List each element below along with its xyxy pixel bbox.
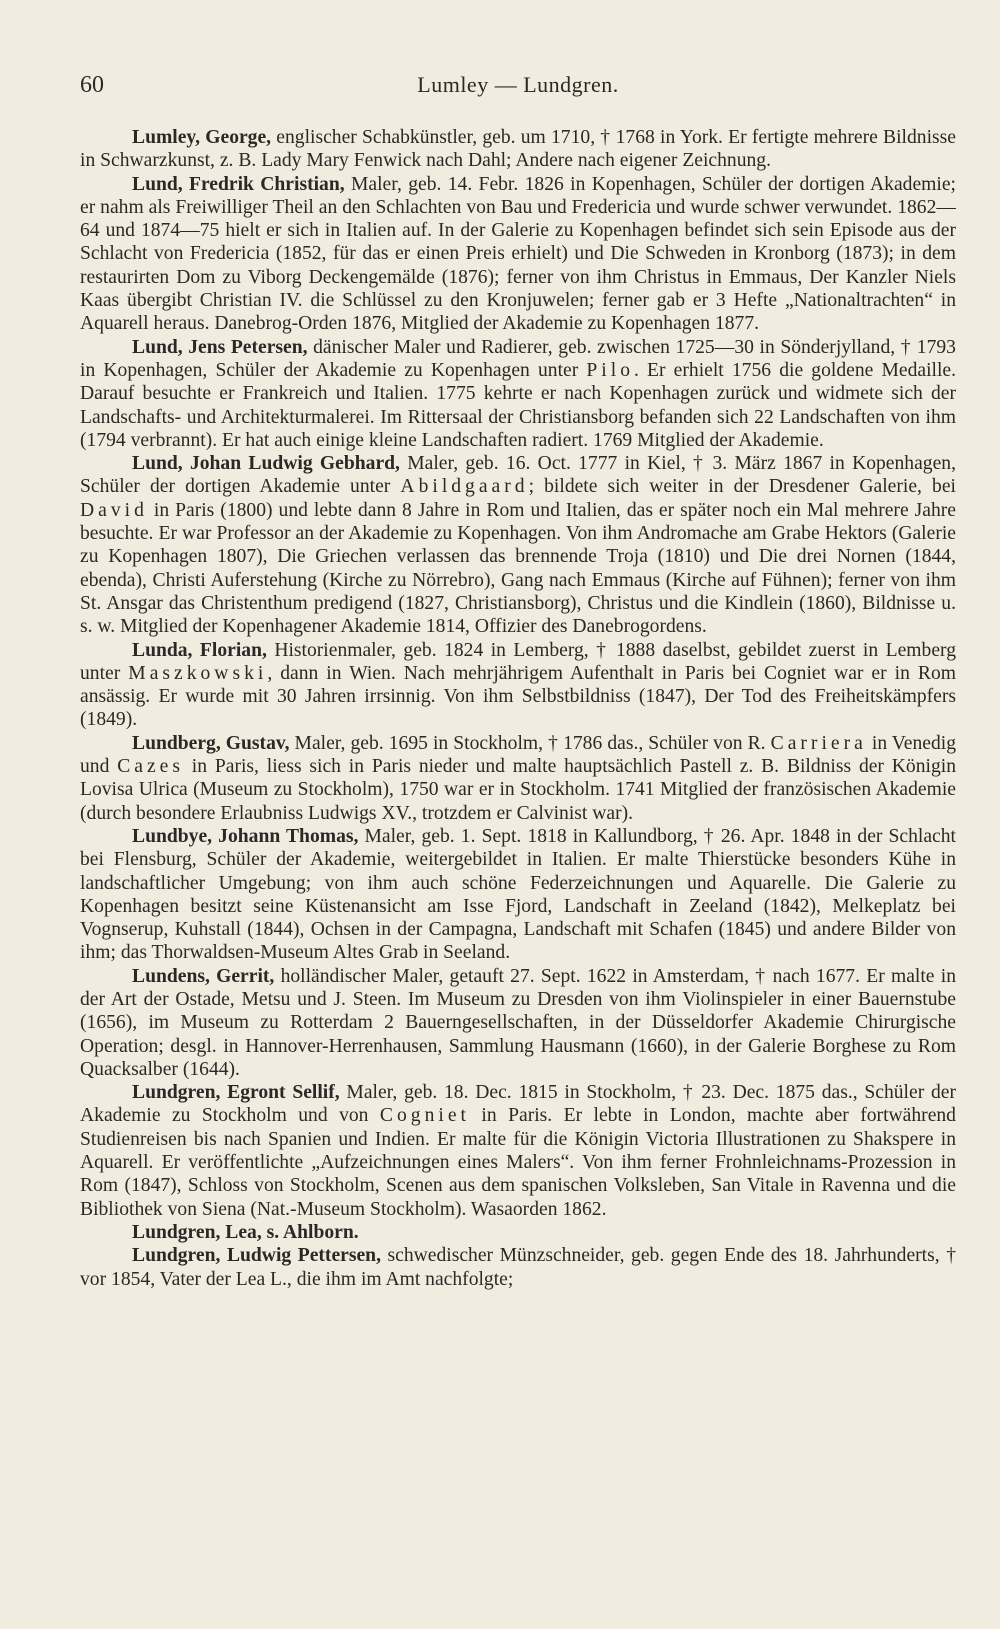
dictionary-entry xyxy=(80,732,956,825)
entry-headword: Lund, Johan Ludwig Gebhard, xyxy=(132,453,400,475)
entry-text: schwedischer Münzschneider, geb. gegen Ende des 18. Jahrhunderts, † vor 1854, Vater der Lea L., die ihm im Amt nachfolgte; xyxy=(80,1245,956,1290)
entry-headword: Lumley, George, xyxy=(132,127,272,148)
entry-headword: Lundbye, Johann Thomas, xyxy=(132,825,359,847)
dictionary-entries xyxy=(80,126,956,1291)
spaced-name: Abildgaard xyxy=(400,476,529,498)
dictionary-entry xyxy=(80,173,956,336)
entry-text: Maler, geb. 14. Febr. 1826 in Kopenhagen, Schüler der dortigen Akademie; er nahm als Freiwilliger Theil an den Schlachten von Bau und Fredericia und wurde schwer verwundet. 1862—64 und 1874—75 hielt er sich in Italien auf. In der Galerie zu Kopenhagen befindet sich sein Episode aus der Schlacht von Fredericia (1852, für das er einen Preis erhielt) und Die Schweden in Kronborg (1873); in dem restaurirten Dom zu Viborg Deckengemälde (1876); ferner von ihm Christus in Emmaus, Der Kanzler Niels Kaas übergibt Christian IV. die Schlüssel zu den Kronjuwelen; ferner gab er 3 Hefte „Nationaltrachten“ in Aquarell heraus. Danebrog-Orden 1876, Mitglied der Akademie zu Kopenhagen 1877. xyxy=(80,173,956,335)
page-number: 60 xyxy=(80,72,104,98)
dictionary-entry xyxy=(80,336,956,452)
entry-text: . Er erhielt 1756 die goldene Medaille. Darauf besuchte er Frankreich und Italien. 1775 kehrte er nach Kopenhagen zurück und widmete sich der Landschafts- und Architekturmalerei. Im Rittersaal der Christiansborg befanden sich 22 Landschaften von ihm (1794 verbrannt). Er hat auch einige kleine Landschaften radiert. 1769 Mitglied der Akademie. xyxy=(80,359,956,451)
dictionary-entry xyxy=(80,452,956,638)
entry-headword: Lundberg, Gustav, xyxy=(132,732,290,754)
running-title: Lumley — Lundgren. xyxy=(417,72,619,97)
spaced-name: Carriera xyxy=(770,732,867,754)
entry-headword: Lundgren, Lea, s. Ahlborn. xyxy=(132,1221,359,1243)
entry-text: , dann in Wien. Nach mehrjährigem Aufenthalt in Paris bei Cogniet war er in Rom ansässig. Er wurde mit 30 Jahren irrsinnig. Von ihm Selbstbildniss (1847), Der Tod des Freiheitskämpfers (1849). xyxy=(80,662,956,731)
spaced-name: David xyxy=(80,499,148,521)
spaced-name: Cazes xyxy=(117,756,184,778)
entry-text: dänischer Maler und Radierer, geb. zwischen 1725—30 in Sönderjylland, † 1793 in Kopenhagen, Schüler der Akademie zu Kopenhagen unter xyxy=(80,336,956,381)
entry-text: in Paris. Er lebte in London, machte aber fortwährend Studienreisen bis nach Spanien und Indien. Er malte für die Königin Victoria Illustrationen zu Shakspere in Aquarell. Er veröffentlichte „Aufzeichnungen eines Malers“. Von ihm ferner Frohnleichnams-Prozession in Rom (1847), Schloss von Stockholm, Scenen aus dem spanischen Volksleben, San Vitale in Ravenna und die Bibliothek von Siena (Nat.-Museum Stockholm). Wasaorden 1862. xyxy=(80,1105,956,1220)
dictionary-entry xyxy=(80,965,956,1081)
entry-text: Historienmaler, geb. 1824 in Lemberg, † 1888 daselbst, gebildet zuerst in Lemberg unter xyxy=(80,639,956,684)
entry-text: Maler, geb. 1. Sept. 1818 in Kallundborg, † 26. Apr. 1848 in der Schlacht bei Flensburg, Schüler der Akademie, weitergebildet in Italien. Er malte Thierstücke besonders Kühe in landschaftlicher Umgebung; von ihm auch schöne Federzeichnungen und Aquarelle. Die Galerie zu Kopenhagen besitzt seine Küstenansicht am Isse Fjord, Landschaft in Zeeland (1842), Melkeplatz bei Vognserup, Kuhstall (1844), Ochsen in der Campagna, Landschaft mit Schafen (1845) und andere Bilder von ihm; das Thorwaldsen-Museum Altes Grab in Seeland. xyxy=(80,825,956,964)
entry-text: in Paris, liess sich in Paris nieder und malte hauptsächlich Pastell z. B. Bildniss der Königin Lovisa Ulrica (Museum zu Stockholm), 1750 war er in Stockholm. 1741 Mitglied der französischen Akademie (durch besondere Erlaubniss Ludwigs XV., trotzdem er Calvinist war). xyxy=(80,756,956,824)
entry-text: holländischer Maler, getauft 27. Sept. 1622 in Amsterdam, † nach 1677. Er malte in der Art der Ostade, Metsu und J. Steen. Im Museum zu Dresden von ihm Violinspieler in einer Bauernstube (1656), im Museum zu Rotterdam 2 Bauerngesellschaften, in der Düsseldorfer Akademie Chirurgische Operation; desgl. in Hannover-Herrenhausen, Sammlung Hausmann (1660), in der Galerie Borghese zu Rom Quacksalber (1644). xyxy=(80,965,956,1080)
running-head xyxy=(80,72,956,102)
entry-text: ; bildete sich weiter in der Dresdener Galerie, bei xyxy=(528,476,956,498)
dictionary-entry xyxy=(80,639,956,732)
spaced-name: Pilo xyxy=(586,359,634,381)
entry-text: englischer Schabkünstler, geb. um 1710, † 1768 in York. Er fertigte mehrere Bildnisse in Schwarzkunst, z. B. Lady Mary Fenwick nach Dahl; Andere nach eigener Zeichnung. xyxy=(80,127,956,172)
entry-headword: Lund, Fredrik Christian, xyxy=(132,173,345,195)
entry-headword: Lunda, Florian, xyxy=(132,639,267,661)
entry-text: in Venedig und xyxy=(80,732,957,778)
entry-text: Maler, geb. 16. Oct. 1777 in Kiel, † 3. März 1867 in Kopenhagen, Schüler der dortigen Akademie unter xyxy=(80,453,956,498)
dictionary-entry xyxy=(80,1244,956,1291)
entry-headword: Lundens, Gerrit, xyxy=(132,965,275,987)
entry-text: Maler, geb. 1695 in Stockholm, † 1786 das., Schüler von R. xyxy=(289,732,771,754)
entry-headword: Lund, Jens Petersen, xyxy=(132,336,308,358)
spaced-name: Cogniet xyxy=(379,1105,470,1127)
dictionary-entry xyxy=(80,825,956,965)
entry-headword: Lundgren, Egront Sellif, xyxy=(132,1082,340,1104)
dictionary-entry xyxy=(80,126,956,173)
entry-headword: Lundgren, Ludwig Pettersen, xyxy=(132,1245,381,1267)
dictionary-entry xyxy=(80,1221,956,1244)
dictionary-entry xyxy=(80,1081,956,1221)
entry-text: in Paris (1800) und lebte dann 8 Jahre in Rom und Italien, das er später noch ein Mal mehrere Jahre besuchte. Er war Professor an der Akademie zu Kopenhagen. Von ihm Andromache am Grabe Hektors (Galerie zu Kopenhagen 1807), Die Griechen verlassen das brennende Troja (1810) und Die drei Nornen (1844, ebenda), Christi Auferstehung (Kirche zu Nörrebro), Gang nach Emmaus (Kirche auf Fühnen); ferner von ihm St. Ansgar das Christenthum predigend (1827, Christiansborg), Christus und die Kindlein (1860), Bildnisse u. s. w. Mitglied der Kopenhagener Akademie 1814, Offizier des Danebrogordens. xyxy=(80,499,956,638)
spaced-name: Maszkowski xyxy=(128,662,268,684)
entry-text: Maler, geb. 18. Dec. 1815 in Stockholm, † 23. Dec. 1875 das., Schüler der Akademie zu Stockholm und von xyxy=(80,1082,956,1127)
